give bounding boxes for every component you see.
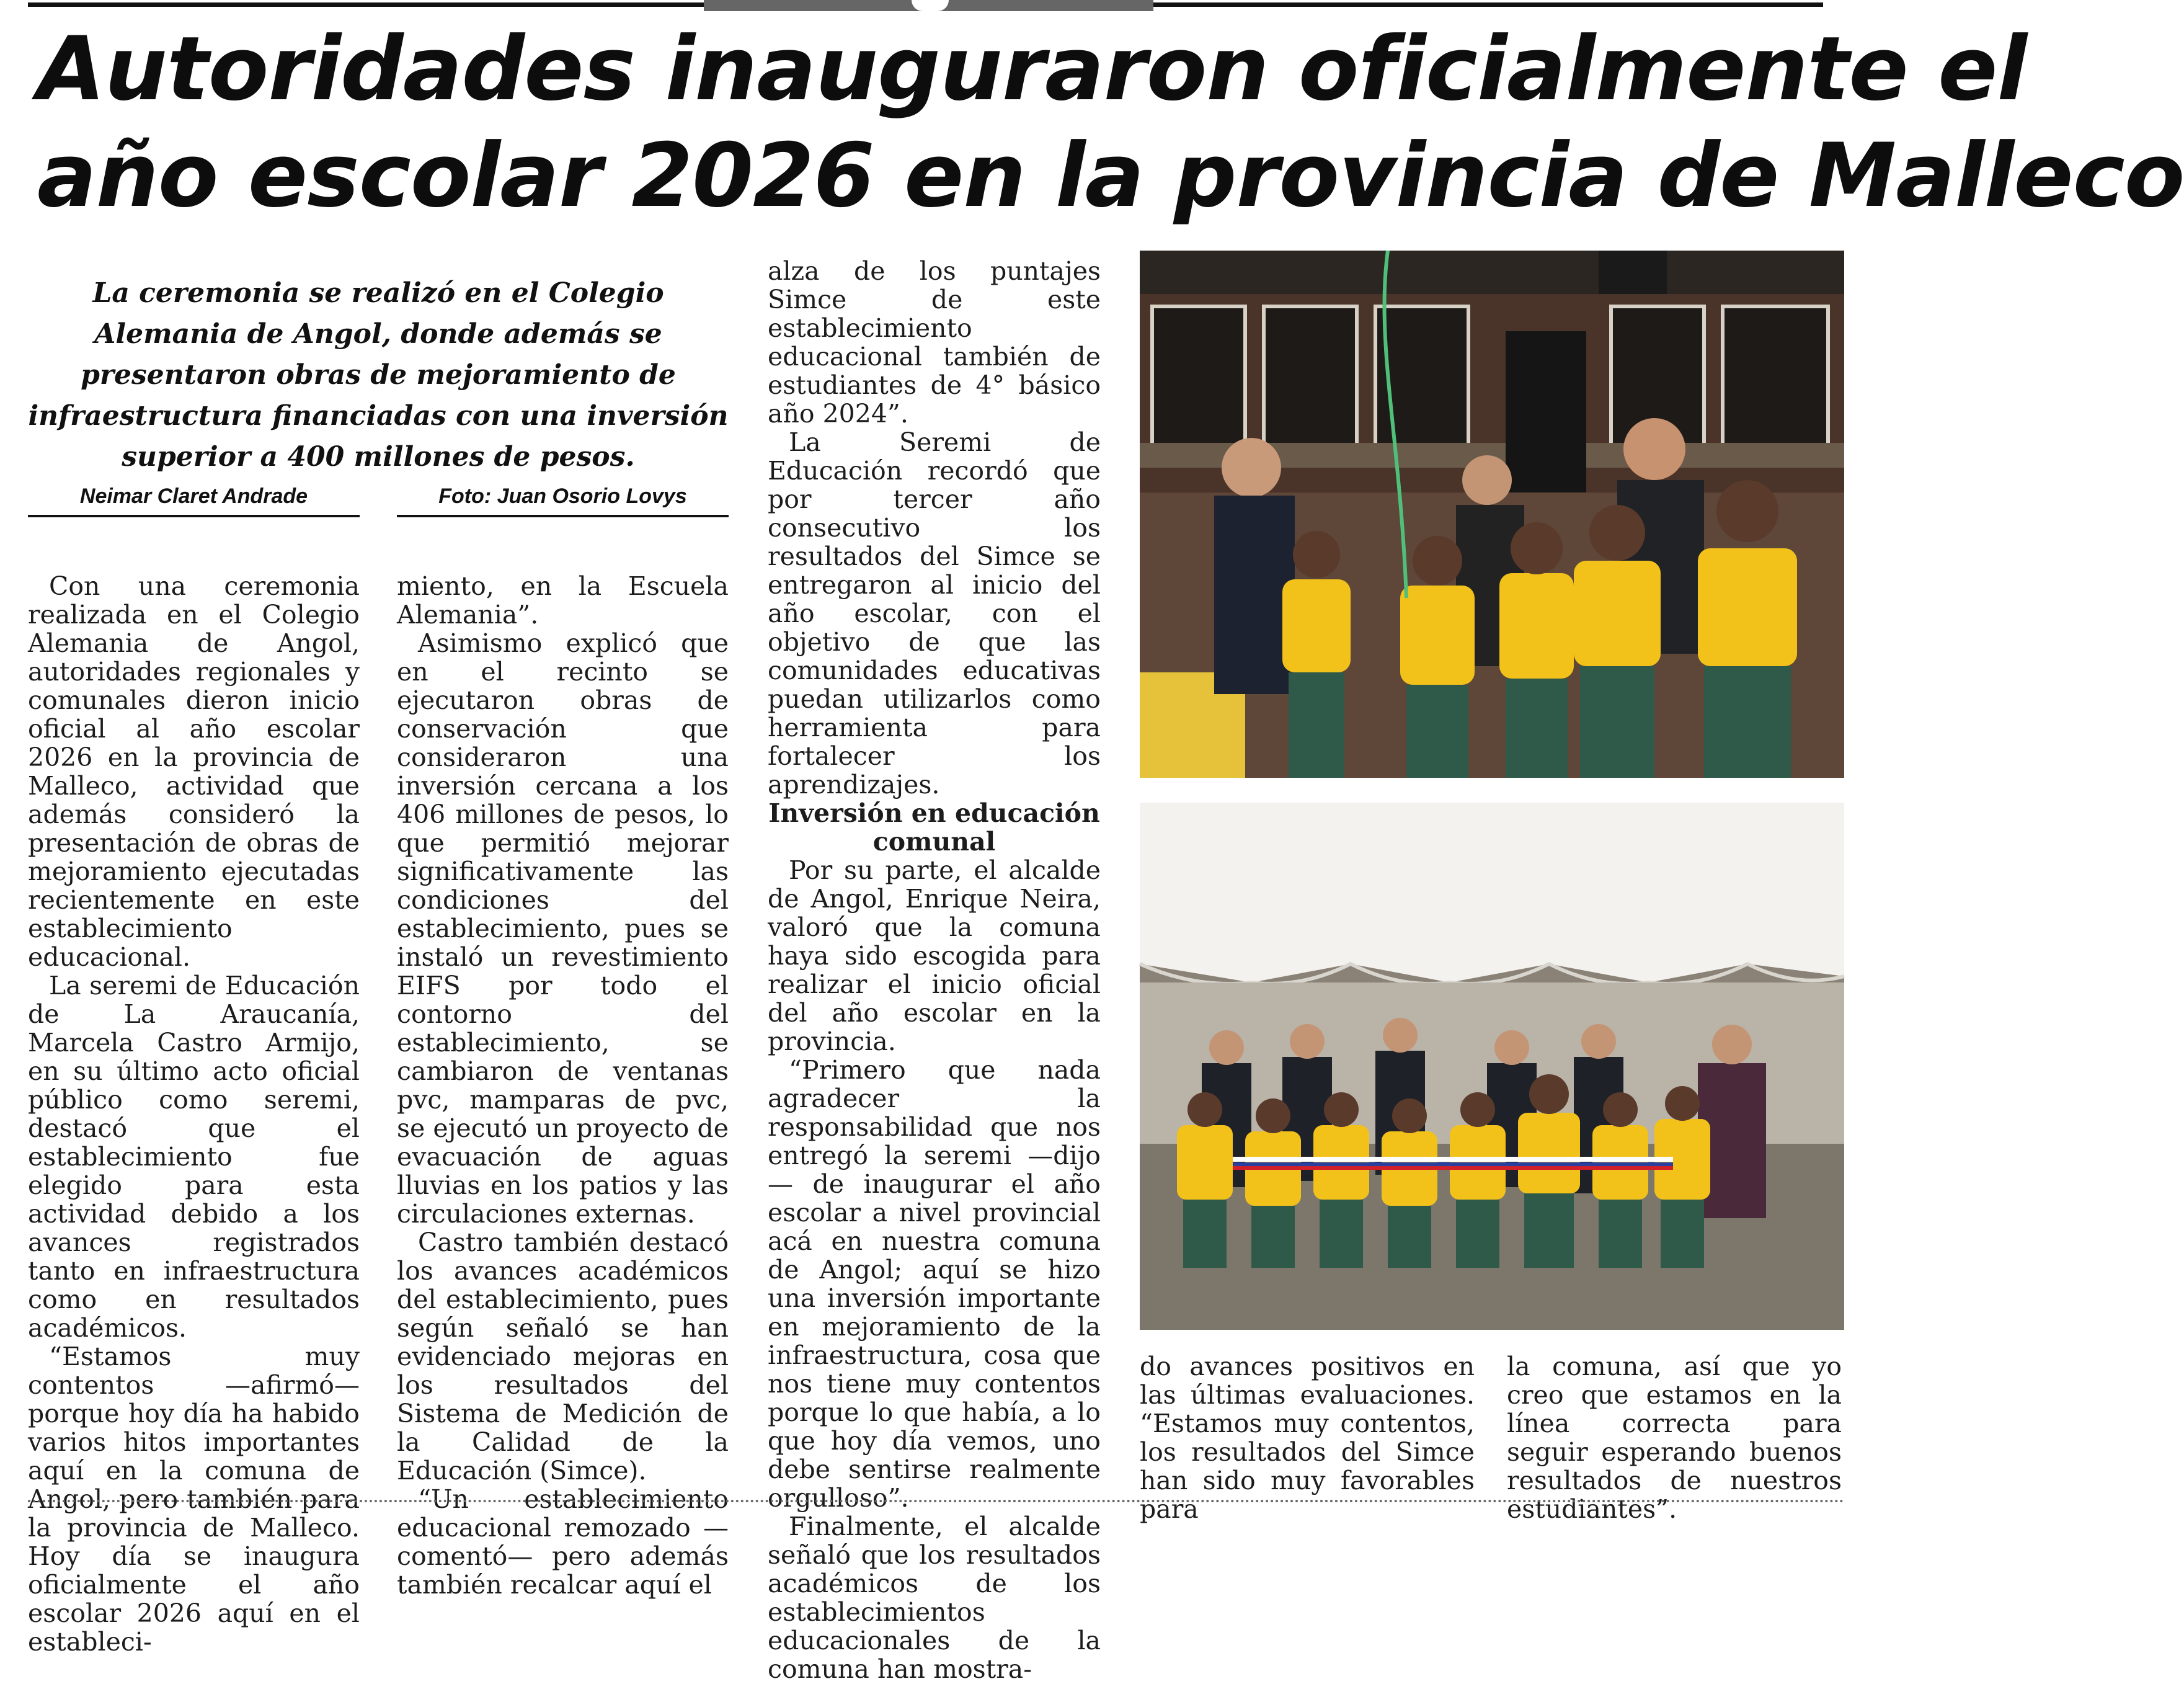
photo-unveiling [1140, 251, 1844, 778]
photo-ribbon-cutting [1140, 803, 1844, 1330]
paragraph: la comuna, así que yo creo que estamos en la línea correcta para seguir esperando buenos resultados de nuestros estudiantes”. [1507, 1352, 1842, 1524]
section-subhead: Inversión en educación comunal [768, 798, 1100, 857]
article-column-5 [1507, 1352, 1842, 1523]
bottom-dotted-rule [28, 1500, 1845, 1502]
paragraph: “Un establecimiento educacional remozado —comentó— pero además también recalcar aquí el [397, 1484, 729, 1600]
paragraph: La Seremi de Educación recordó que por tercer año consecutivo los resultados del Simce se entregaron al inicio del año escolar, con el objetivo de que las comunidades educativas puedan utilizarlos como herramienta para fortalecer los aprendizajes. [768, 427, 1101, 800]
paragraph: Con una ceremonia realizada en el Colegio Alemania de Angol, autoridades regionales y comunales dieron inicio oficial al año escolar 2026 en la provincia de Malleco, actividad que además consideró la presentación de obras de mejoramiento ejecutadas recientemente en este establecimiento educacional. [28, 571, 360, 972]
paragraph: La seremi de Educación de La Araucanía, Marcela Castro Armijo, en su último acto oficial público como seremi, destacó que el establecimiento fue elegido para esta actividad debido a los avances registrados tanto en infraestructura como en resultados académicos. [28, 971, 360, 1343]
paragraph: miento, en la Escuela Alemania”. [397, 571, 729, 630]
article-column-2 [397, 572, 729, 1599]
paragraph: “Estamos muy contentos —afirmó— porque hoy día ha habido varios hitos importantes aquí en la comuna de Angol, pero también para la provincia de Malleco. Hoy día se inaugura oficialmente el año escolar 2026 aquí en el estableci- [28, 1342, 360, 1657]
headline-line-2: año escolar 2026 en la provincia de Malleco [37, 125, 2184, 227]
headline-line-1: Autoridades inauguraron oficialmente el [37, 18, 2027, 120]
lead-paragraph: La ceremonia se realizó en el Colegio Alemania de Angol, donde además se presentaron obras de mejoramiento de infraestructura financiadas con una inversión superior a 400 millones de pesos. [28, 277, 729, 473]
top-rule [28, 2, 704, 7]
paragraph: Castro también destacó los avances académicos del establecimiento, pues según señaló se han evidenciado mejoras en los resultados del Sistema de Medición de la Calidad de la Educación (Simce). [397, 1227, 729, 1486]
paragraph: Finalmente, el alcalde señaló que los resultados académicos de los establecimientos educacionales de la comuna han mostra- [768, 1512, 1101, 1684]
article-column-3 [768, 257, 1101, 1683]
paragraph: Asimismo explicó que en el recinto se ejecutaron obras de conservación que consideraron una inversión cercana a los 406 millones de pesos, lo que permitió mejorar significativamente las condiciones del establecimiento, pues se instaló un revestimiento EIFS por todo el contorno del establecimiento, se cambiaron de ventanas pvc, mamparas de pvc, se ejecutó un proyecto de evacuación de aguas lluvias en los patios y las circulaciones externas. [397, 628, 729, 1229]
paragraph: “Primero que nada agradecer la responsabilidad que nos entregó la seremi —dijo— de inaugurar el año escolar a nivel provincial acá en nuestra comuna de Angol; aquí se hizo una inversión importante en mejoramiento de la infraestructura, cosa que nos tiene muy contentos porque lo que había, a lo que hoy día vemos, uno debe sentirse realmente orgulloso”. [768, 1055, 1101, 1513]
top-rule [1153, 2, 1823, 7]
photo-credit: Foto: Juan Osorio Lovys [397, 478, 729, 517]
paragraph: alza de los puntajes Simce de este establecimiento educacional también de estudiantes de 4° básico año 2024”. [768, 256, 1101, 429]
article-column-1 [28, 572, 360, 1656]
paragraph: Por su parte, el alcalde de Angol, Enrique Neira, valoró que la comuna haya sido escogida para realizar el inicio oficial del año escolar en la provincia. [768, 855, 1101, 1056]
paragraph: do avances positivos en las últimas evaluaciones. “Estamos muy contentos, los resultados del Simce han sido muy favorables para [1140, 1352, 1475, 1524]
emblem-icon [912, 0, 949, 11]
author-byline: Neimar Claret Andrade [28, 478, 360, 517]
article-column-4 [1140, 1352, 1475, 1523]
